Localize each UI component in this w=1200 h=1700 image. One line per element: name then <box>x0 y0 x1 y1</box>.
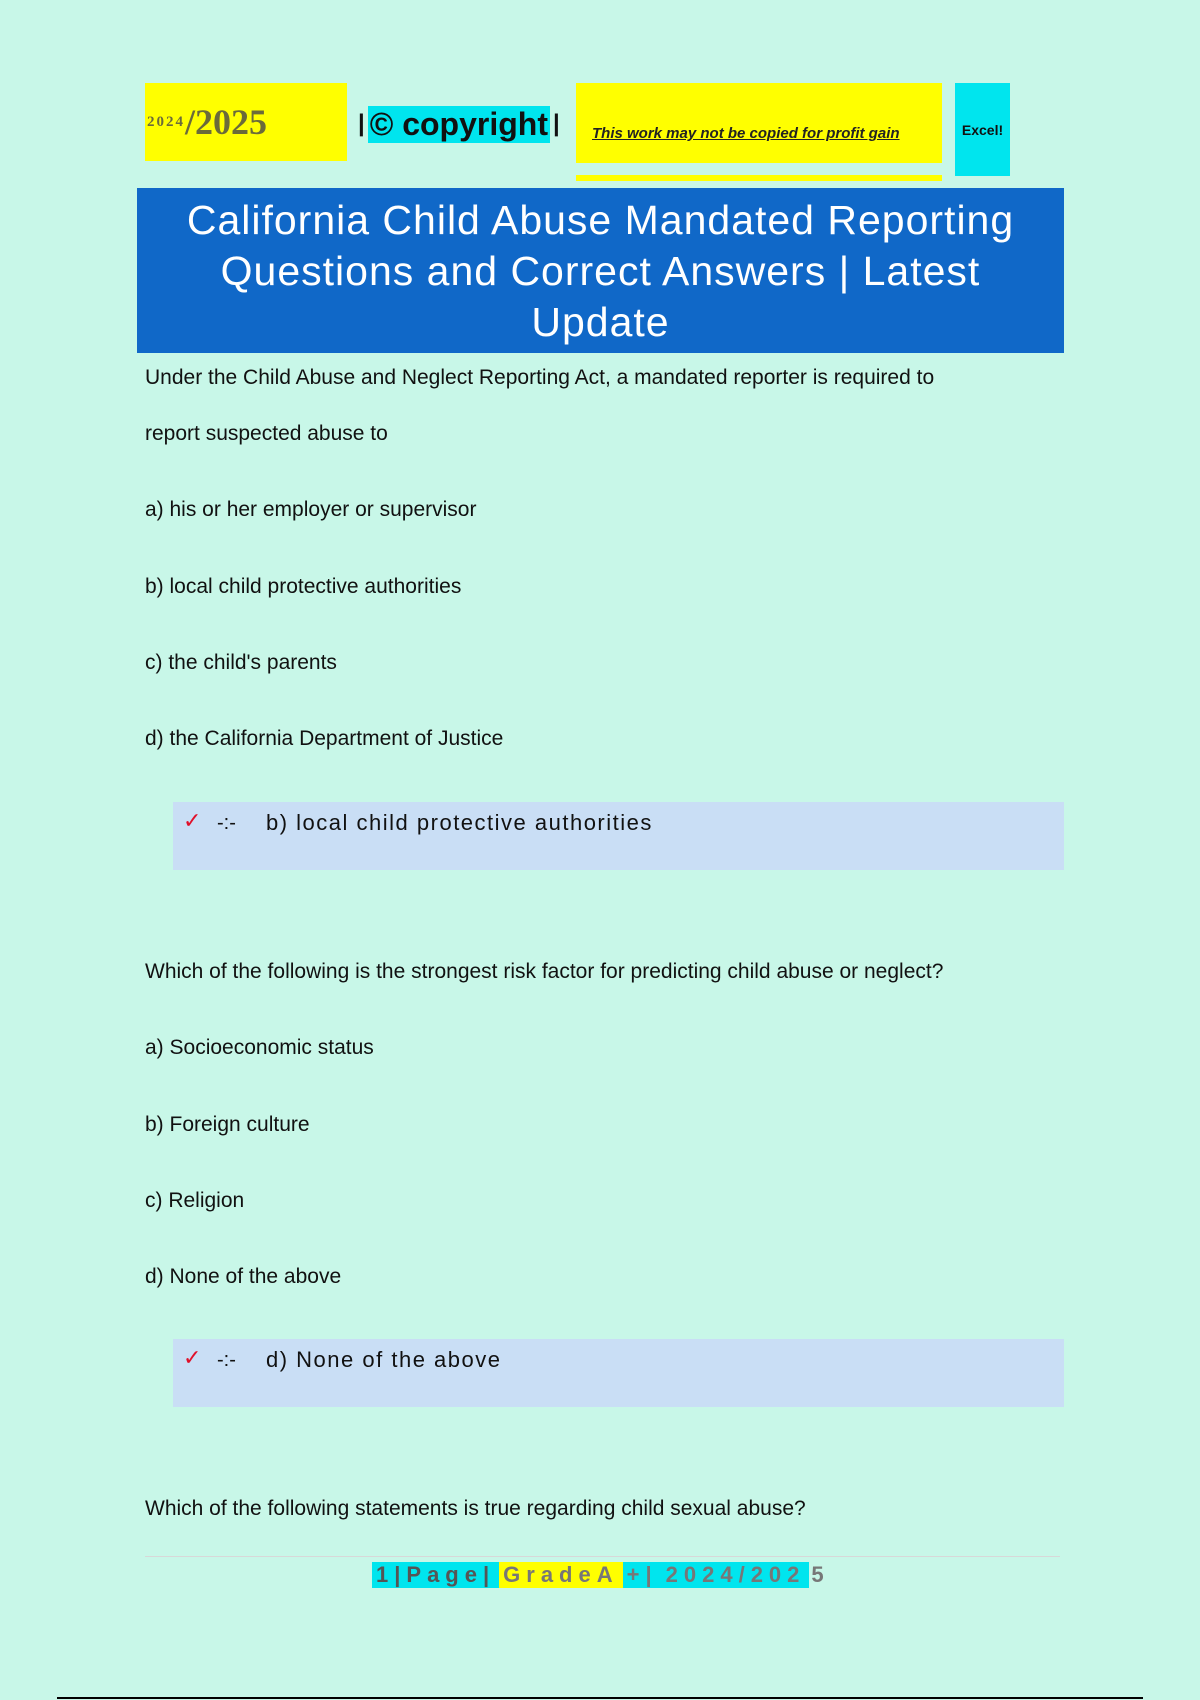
question-2-option-a: a) Socioeconomic status <box>145 1036 374 1059</box>
copy-warning-box <box>576 83 942 163</box>
title-line-3: Update <box>531 299 670 345</box>
pipe-left: | <box>358 110 365 137</box>
title-line-2: Questions and Correct Answers | Latest <box>220 248 981 294</box>
document-title <box>137 188 1064 353</box>
question-3-text: Which of the following statements is true regarding child sexual abuse? <box>145 1497 806 1520</box>
question-2-option-c: c) Religion <box>145 1189 245 1212</box>
question-1-text: Under the Child Abuse and Neglect Reporting Act, a mandated reporter is required to <box>145 366 935 389</box>
copyright-label <box>355 104 563 144</box>
copy-warning-text: This work may not be copied for profit gain <box>592 125 900 142</box>
question-2-answer: d) None of the above <box>266 1347 502 1372</box>
footer-plus: +| <box>623 1562 662 1588</box>
answer-separator: -:- <box>217 1349 236 1371</box>
footer-divider <box>145 1556 1060 1557</box>
copyright-text: © copyright <box>369 105 548 142</box>
question-1-option-b: b) local child protective authorities <box>145 575 462 598</box>
year-end: /2025 <box>185 102 268 142</box>
check-icon: ✓ <box>183 808 202 833</box>
question-1-answer: b) local child protective authorities <box>266 810 653 835</box>
question-1-option-d: d) the California Department of Justice <box>145 727 504 750</box>
year-banner <box>145 83 347 161</box>
footer-year: 2024/202 <box>662 1562 810 1588</box>
footer-year-end: 5 <box>811 1562 830 1587</box>
answer-separator: -:- <box>217 812 236 834</box>
question-1-text-cont: report suspected abuse to <box>145 422 388 445</box>
question-2-answer-box <box>173 1339 1064 1407</box>
check-icon: ✓ <box>183 1345 202 1370</box>
question-2-option-d: d) None of the above <box>145 1265 342 1288</box>
question-1-answer-box <box>173 802 1064 870</box>
page-bottom-border <box>57 1697 1143 1699</box>
footer-grade: GradeA <box>499 1562 622 1588</box>
question-2-option-b: b) Foreign culture <box>145 1113 310 1136</box>
question-1-option-c: c) the child's parents <box>145 651 337 674</box>
question-1-option-a: a) his or her employer or supervisor <box>145 498 477 521</box>
title-line-1: California Child Abuse Mandated Reporting <box>186 197 1015 243</box>
warning-underline <box>576 175 942 181</box>
year-start: 2024 <box>147 113 185 130</box>
excel-badge: Excel! <box>955 83 1010 176</box>
question-2-text: Which of the following is the strongest risk factor for predicting child abuse or neglect? <box>145 960 944 983</box>
pipe-right: | <box>552 110 560 137</box>
page-footer <box>372 1561 832 1589</box>
footer-page: 1|Page| <box>372 1562 499 1588</box>
